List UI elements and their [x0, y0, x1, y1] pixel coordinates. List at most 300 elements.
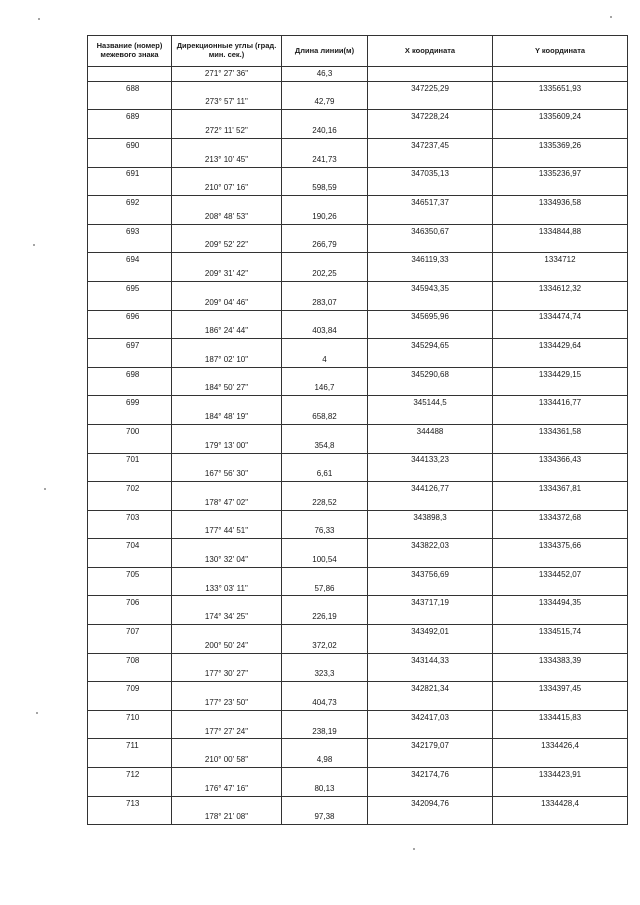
point-name: 705 — [88, 567, 172, 581]
point-name: 697 — [88, 339, 172, 353]
segment-length: 323,3 — [282, 667, 368, 681]
point-name: 692 — [88, 196, 172, 210]
point-x: 343492,01 — [368, 625, 493, 639]
point-name: 710 — [88, 710, 172, 724]
empty-cell — [172, 310, 282, 324]
segment-length: 146,7 — [282, 382, 368, 396]
empty-cell — [493, 810, 628, 824]
segment-row — [88, 753, 628, 767]
point-name: 691 — [88, 167, 172, 181]
empty-cell — [88, 782, 172, 796]
point-name: 702 — [88, 482, 172, 496]
point-row — [88, 453, 628, 467]
point-name: 711 — [88, 739, 172, 753]
header-point-name: Название (номер) межевого знака — [88, 36, 172, 67]
point-row — [88, 224, 628, 238]
empty-cell — [88, 181, 172, 195]
empty-cell — [282, 339, 368, 353]
segment-angle: 209° 31' 42" — [172, 267, 282, 281]
point-x: 346119,33 — [368, 253, 493, 267]
point-name: 706 — [88, 596, 172, 610]
empty-cell — [493, 610, 628, 624]
empty-cell — [172, 196, 282, 210]
segment-angle: 178° 21' 08" — [172, 810, 282, 824]
point-name: 689 — [88, 110, 172, 124]
empty-cell — [493, 667, 628, 681]
point-name: 699 — [88, 396, 172, 410]
segment-angle: 210° 07' 16" — [172, 181, 282, 195]
empty-cell — [493, 753, 628, 767]
empty-cell — [368, 296, 493, 310]
point-x: 347228,24 — [368, 110, 493, 124]
point-name: 708 — [88, 653, 172, 667]
empty-cell — [88, 210, 172, 224]
empty-cell — [368, 124, 493, 138]
table-header-row — [88, 36, 628, 67]
empty-cell — [88, 324, 172, 338]
segment-length: 238,19 — [282, 725, 368, 739]
segment-row — [88, 725, 628, 739]
empty-cell — [172, 510, 282, 524]
empty-cell — [282, 625, 368, 639]
empty-cell — [282, 196, 368, 210]
empty-cell — [172, 625, 282, 639]
empty-cell — [493, 124, 628, 138]
empty-cell — [282, 710, 368, 724]
point-x: 345294,65 — [368, 339, 493, 353]
segment-row — [88, 210, 628, 224]
empty-cell — [88, 153, 172, 167]
empty-cell — [172, 682, 282, 696]
segment-angle: 187° 02' 10" — [172, 353, 282, 367]
segment-angle: 272° 11' 52" — [172, 124, 282, 138]
point-x: 345695,96 — [368, 310, 493, 324]
point-y: 1334494,35 — [493, 596, 628, 610]
empty-cell — [88, 753, 172, 767]
point-y: 1334367,81 — [493, 482, 628, 496]
empty-cell — [88, 553, 172, 567]
point-row — [88, 110, 628, 124]
point-y: 1334429,64 — [493, 339, 628, 353]
segment-angle: 210° 00' 58" — [172, 753, 282, 767]
empty-cell — [282, 396, 368, 410]
empty-cell — [88, 382, 172, 396]
point-y: 1334452,07 — [493, 567, 628, 581]
point-row — [88, 710, 628, 724]
empty-cell — [282, 482, 368, 496]
coordinates-table — [87, 35, 628, 825]
point-y: 1335609,24 — [493, 110, 628, 124]
empty-cell — [368, 610, 493, 624]
segment-angle: 177° 27' 24" — [172, 725, 282, 739]
segment-angle: 167° 56' 30" — [172, 467, 282, 481]
segment-length: 228,52 — [282, 496, 368, 510]
point-row — [88, 567, 628, 581]
point-y: 1334612,32 — [493, 281, 628, 295]
point-name: 713 — [88, 796, 172, 810]
point-y: 1334375,66 — [493, 539, 628, 553]
empty-cell — [172, 596, 282, 610]
point-name: 701 — [88, 453, 172, 467]
empty-cell — [172, 167, 282, 181]
segment-length: 403,84 — [282, 324, 368, 338]
point-row — [88, 339, 628, 353]
segment-row — [88, 582, 628, 596]
empty-cell — [368, 782, 493, 796]
point-y: 1334712 — [493, 253, 628, 267]
empty-cell — [282, 167, 368, 181]
point-name: 700 — [88, 424, 172, 438]
empty-cell — [282, 424, 368, 438]
point-row — [88, 424, 628, 438]
empty-cell — [493, 267, 628, 281]
segment-length: 266,79 — [282, 239, 368, 253]
point-row — [88, 367, 628, 381]
empty-cell — [282, 739, 368, 753]
empty-cell — [88, 582, 172, 596]
segment-length: 404,73 — [282, 696, 368, 710]
empty-cell — [493, 181, 628, 195]
empty-cell — [282, 110, 368, 124]
empty-cell — [493, 696, 628, 710]
empty-cell — [172, 539, 282, 553]
header-x-coordinate: X координата — [368, 36, 493, 67]
segment-length: 658,82 — [282, 410, 368, 424]
empty-cell — [493, 525, 628, 539]
scan-speck — [44, 488, 46, 490]
empty-cell — [282, 81, 368, 95]
empty-cell — [282, 367, 368, 381]
point-row — [88, 682, 628, 696]
empty-cell — [282, 281, 368, 295]
point-y: 1334366,43 — [493, 453, 628, 467]
empty-cell — [172, 81, 282, 95]
segment-length: 190,26 — [282, 210, 368, 224]
point-x: 343756,69 — [368, 567, 493, 581]
segment-row — [88, 810, 628, 824]
empty-cell — [172, 768, 282, 782]
empty-cell — [88, 610, 172, 624]
empty-cell — [172, 138, 282, 152]
empty-cell — [282, 138, 368, 152]
empty-cell — [368, 582, 493, 596]
empty-cell — [172, 110, 282, 124]
empty-cell — [493, 725, 628, 739]
point-row — [88, 196, 628, 210]
point-row — [88, 482, 628, 496]
empty-cell — [368, 639, 493, 653]
point-x: 347237,45 — [368, 138, 493, 152]
point-name: 704 — [88, 539, 172, 553]
point-x: 342821,34 — [368, 682, 493, 696]
segment-row — [88, 124, 628, 138]
empty-cell — [282, 682, 368, 696]
empty-cell — [368, 239, 493, 253]
segment-length: 283,07 — [282, 296, 368, 310]
empty-cell — [172, 482, 282, 496]
segment-row — [88, 267, 628, 281]
segment-angle: 200° 50' 24" — [172, 639, 282, 653]
point-name: 688 — [88, 81, 172, 95]
empty-cell — [368, 353, 493, 367]
segment-length: 4 — [282, 353, 368, 367]
point-x: 346350,67 — [368, 224, 493, 238]
empty-cell — [172, 653, 282, 667]
segment-angle: 178° 47' 02" — [172, 496, 282, 510]
point-y: 1334426,4 — [493, 739, 628, 753]
segment-length: 226,19 — [282, 610, 368, 624]
segment-angle: 177° 44' 51" — [172, 525, 282, 539]
segment-angle: 186° 24' 44" — [172, 324, 282, 338]
header-direction-angle: Дирекционные углы (град. мин. сек.) — [172, 36, 282, 67]
empty-cell — [493, 439, 628, 453]
segment-length: 97,38 — [282, 810, 368, 824]
header-y-coordinate: Y координата — [493, 36, 628, 67]
empty-cell — [88, 96, 172, 110]
point-x: 343822,03 — [368, 539, 493, 553]
empty-cell — [172, 339, 282, 353]
segment-angle: 184° 50' 27" — [172, 382, 282, 396]
segment-length: 6,61 — [282, 467, 368, 481]
segment-row — [88, 782, 628, 796]
empty-cell — [282, 567, 368, 581]
empty-cell — [368, 810, 493, 824]
empty-cell — [88, 296, 172, 310]
empty-cell — [172, 796, 282, 810]
point-name: 703 — [88, 510, 172, 524]
segment-angle: 130° 32' 04" — [172, 553, 282, 567]
empty-cell — [493, 410, 628, 424]
empty-cell — [172, 396, 282, 410]
empty-cell — [493, 153, 628, 167]
empty-cell — [368, 153, 493, 167]
point-row — [88, 539, 628, 553]
empty-cell — [88, 725, 172, 739]
segment-length: 354,8 — [282, 439, 368, 453]
empty-cell — [88, 267, 172, 281]
point-x: 342094,76 — [368, 796, 493, 810]
empty-cell — [88, 696, 172, 710]
point-row — [88, 796, 628, 810]
point-y: 1335369,26 — [493, 138, 628, 152]
empty-cell — [493, 496, 628, 510]
point-y: 1334397,45 — [493, 682, 628, 696]
point-x: 344488 — [368, 424, 493, 438]
empty-cell — [493, 96, 628, 110]
segment-length: 80,13 — [282, 782, 368, 796]
point-name: 707 — [88, 625, 172, 639]
segment-length: 240,16 — [282, 124, 368, 138]
point-x: 345943,35 — [368, 281, 493, 295]
point-y: 1334415,83 — [493, 710, 628, 724]
empty-cell — [368, 382, 493, 396]
empty-cell — [282, 224, 368, 238]
empty-cell — [368, 553, 493, 567]
empty-cell — [368, 267, 493, 281]
segment-angle: 179° 13' 00" — [172, 439, 282, 453]
empty-cell — [368, 696, 493, 710]
segment-row — [88, 382, 628, 396]
point-name: 696 — [88, 310, 172, 324]
empty-cell — [493, 382, 628, 396]
segment-row — [88, 410, 628, 424]
empty-cell — [172, 224, 282, 238]
segment-row — [88, 181, 628, 195]
empty-cell — [493, 467, 628, 481]
empty-cell — [493, 296, 628, 310]
point-name: 694 — [88, 253, 172, 267]
point-x: 342179,07 — [368, 739, 493, 753]
segment-row — [88, 153, 628, 167]
empty-cell — [282, 796, 368, 810]
point-y: 1334515,74 — [493, 625, 628, 639]
point-row — [88, 253, 628, 267]
segment-row — [88, 610, 628, 624]
empty-cell — [368, 496, 493, 510]
point-x: 344133,23 — [368, 453, 493, 467]
point-row — [88, 310, 628, 324]
empty-cell — [172, 367, 282, 381]
segment-row — [88, 324, 628, 338]
point-y: 1335651,93 — [493, 81, 628, 95]
empty-cell — [88, 467, 172, 481]
point-name: 709 — [88, 682, 172, 696]
empty-cell — [88, 410, 172, 424]
segment-angle: 271° 27' 36" — [172, 67, 282, 82]
point-x: 343717,19 — [368, 596, 493, 610]
empty-cell — [172, 453, 282, 467]
point-x: 347035,13 — [368, 167, 493, 181]
point-x: 343144,33 — [368, 653, 493, 667]
segment-row — [88, 467, 628, 481]
point-x: 342417,03 — [368, 710, 493, 724]
empty-cell — [172, 253, 282, 267]
empty-cell — [493, 210, 628, 224]
segment-row — [88, 353, 628, 367]
empty-cell — [282, 539, 368, 553]
segment-length: 372,02 — [282, 639, 368, 653]
segment-row — [88, 96, 628, 110]
empty-cell — [368, 410, 493, 424]
empty-cell — [493, 324, 628, 338]
point-row — [88, 138, 628, 152]
empty-cell — [88, 667, 172, 681]
point-y: 1334474,74 — [493, 310, 628, 324]
empty-cell — [368, 667, 493, 681]
segment-row — [88, 239, 628, 253]
point-y: 1334361,58 — [493, 424, 628, 438]
empty-cell — [172, 710, 282, 724]
segment-length: 76,33 — [282, 525, 368, 539]
segment-row — [88, 639, 628, 653]
point-x: 342174,76 — [368, 768, 493, 782]
empty-cell — [493, 639, 628, 653]
point-x: 343898,3 — [368, 510, 493, 524]
point-name: 695 — [88, 281, 172, 295]
point-y: 1334428,4 — [493, 796, 628, 810]
scan-speck — [33, 244, 35, 246]
segment-length: 241,73 — [282, 153, 368, 167]
empty-cell — [368, 181, 493, 195]
point-y: 1334936,58 — [493, 196, 628, 210]
segment-row — [88, 296, 628, 310]
segment-length: 202,25 — [282, 267, 368, 281]
point-x: 344126,77 — [368, 482, 493, 496]
empty-cell — [493, 582, 628, 596]
point-name: 698 — [88, 367, 172, 381]
segment-length: 598,59 — [282, 181, 368, 195]
empty-cell — [282, 453, 368, 467]
empty-cell — [368, 525, 493, 539]
point-name: 690 — [88, 138, 172, 152]
point-row — [88, 81, 628, 95]
empty-cell — [282, 253, 368, 267]
point-y: 1335236,97 — [493, 167, 628, 181]
empty-cell — [88, 353, 172, 367]
scan-speck — [36, 712, 38, 714]
empty-cell — [493, 239, 628, 253]
empty-cell — [88, 525, 172, 539]
segment-angle: 184° 48' 19" — [172, 410, 282, 424]
point-x: 345290,68 — [368, 367, 493, 381]
segment-angle: 213° 10' 45" — [172, 153, 282, 167]
scan-speck — [610, 16, 612, 18]
empty-cell — [282, 768, 368, 782]
segment-row — [88, 439, 628, 453]
empty-cell — [172, 281, 282, 295]
empty-cell — [172, 739, 282, 753]
segment-angle: 209° 52' 22" — [172, 239, 282, 253]
segment-angle: 133° 03' 11" — [172, 582, 282, 596]
segment-angle: 273° 57' 11" — [172, 96, 282, 110]
segment-row — [88, 525, 628, 539]
scan-speck — [38, 18, 40, 20]
point-row — [88, 167, 628, 181]
empty-cell — [282, 596, 368, 610]
point-row — [88, 281, 628, 295]
segment-length: 42,79 — [282, 96, 368, 110]
point-row — [88, 768, 628, 782]
empty-cell — [493, 353, 628, 367]
point-y: 1334383,39 — [493, 653, 628, 667]
table-body — [88, 67, 628, 825]
point-row — [88, 396, 628, 410]
segment-row — [88, 496, 628, 510]
empty-cell — [282, 653, 368, 667]
segment-length: 46,3 — [282, 67, 368, 82]
header-line-length: Длина линии(м) — [282, 36, 368, 67]
segment-angle: 177° 23' 50" — [172, 696, 282, 710]
empty-cell — [282, 310, 368, 324]
point-name: 712 — [88, 768, 172, 782]
point-row — [88, 739, 628, 753]
point-x: 346517,37 — [368, 196, 493, 210]
point-x: 347225,29 — [368, 81, 493, 95]
point-name: 693 — [88, 224, 172, 238]
empty-cell — [88, 239, 172, 253]
segment-row — [88, 67, 628, 82]
segment-angle: 176° 47' 16" — [172, 782, 282, 796]
point-y: 1334416,77 — [493, 396, 628, 410]
empty-cell — [88, 439, 172, 453]
point-row — [88, 625, 628, 639]
empty-cell — [368, 725, 493, 739]
segment-row — [88, 667, 628, 681]
scan-speck — [413, 848, 415, 850]
empty-cell — [88, 496, 172, 510]
point-y: 1334844,88 — [493, 224, 628, 238]
point-y: 1334429,15 — [493, 367, 628, 381]
